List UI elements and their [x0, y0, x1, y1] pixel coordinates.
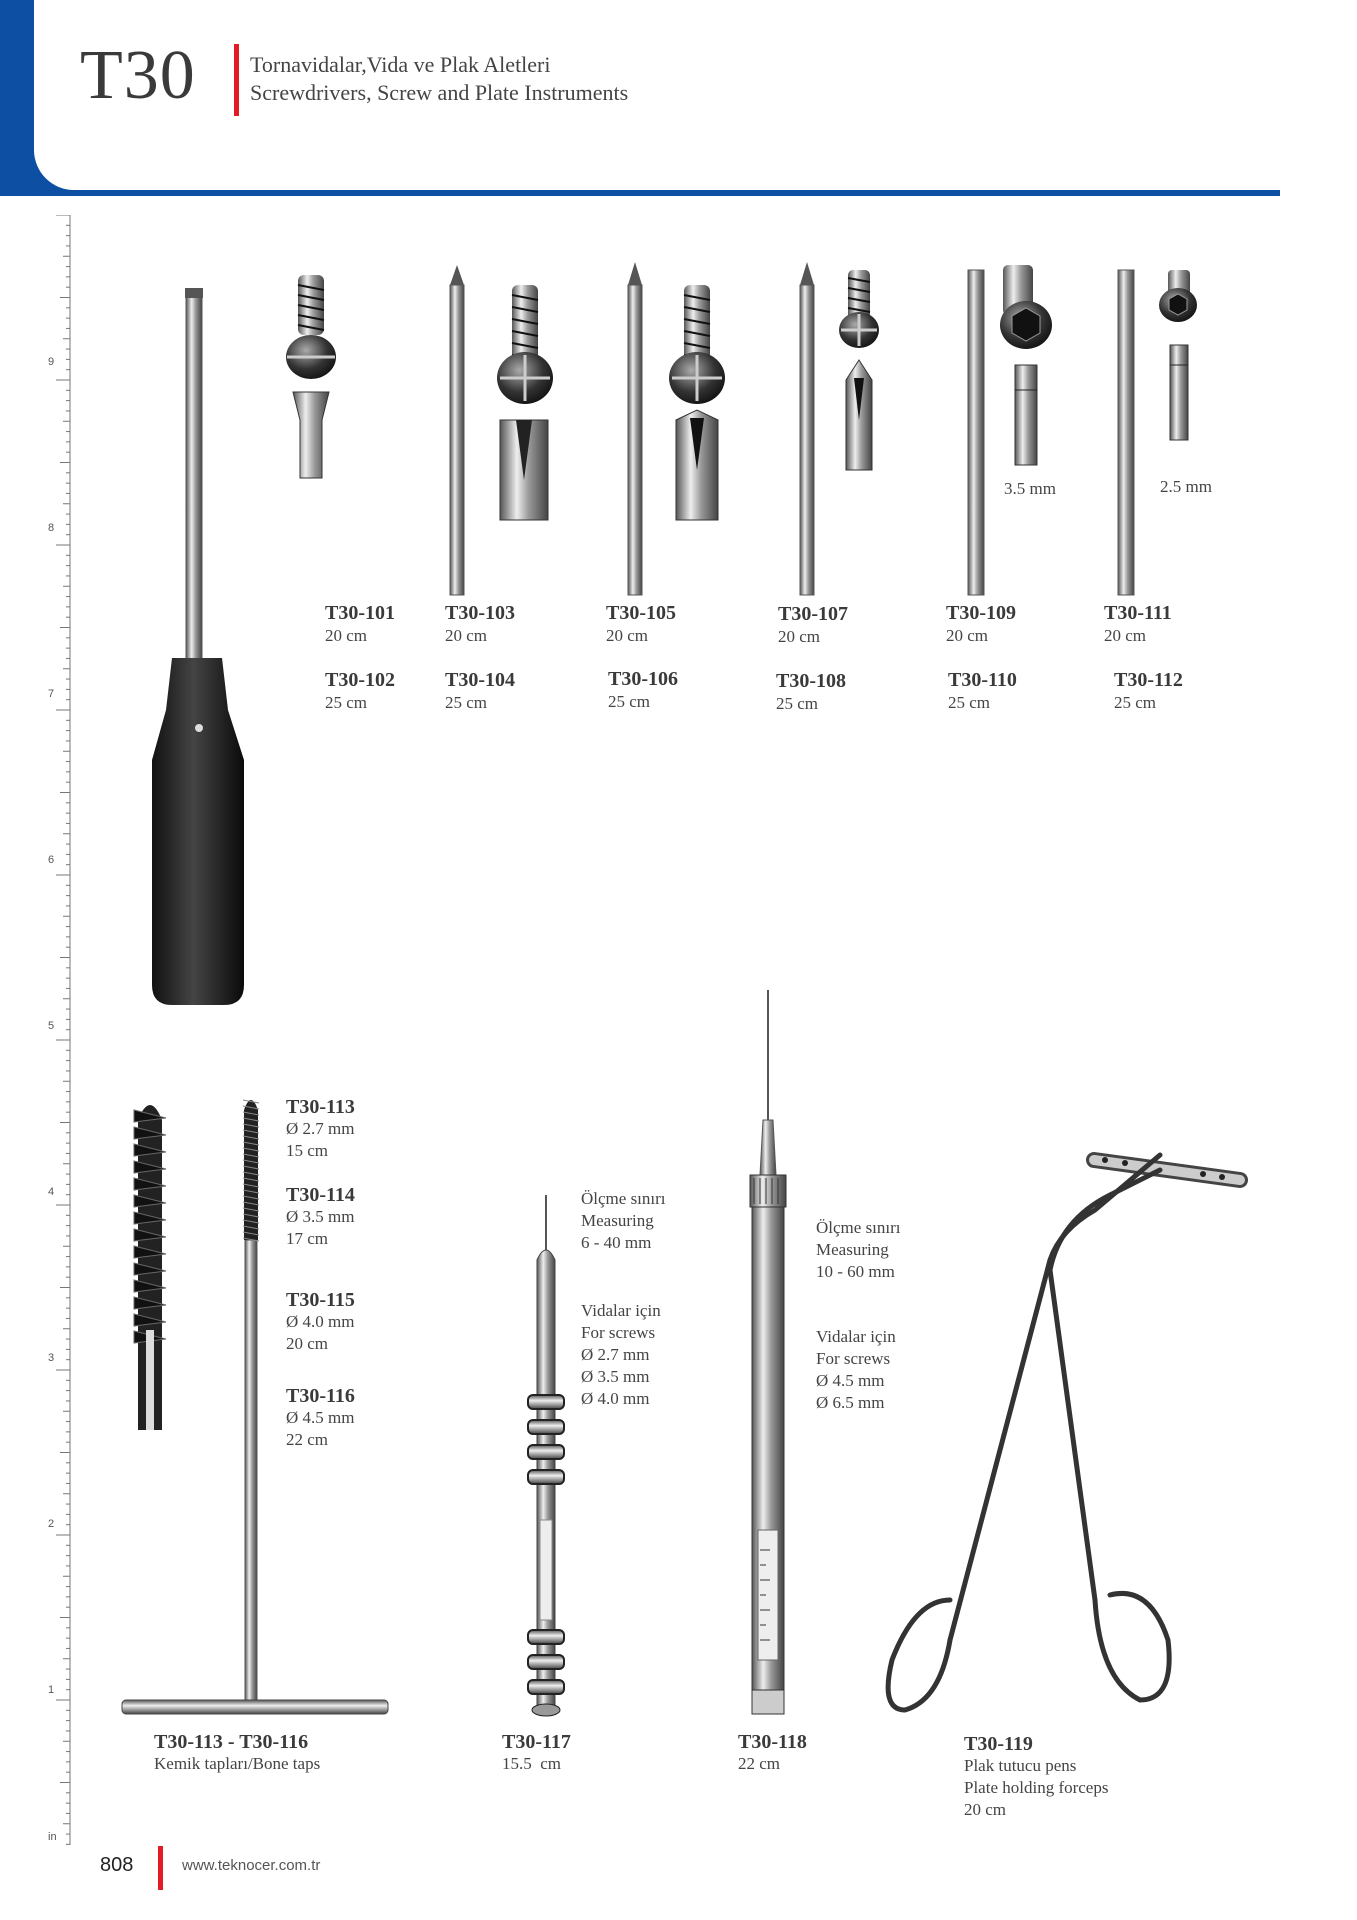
product-length: 15 cm [286, 1141, 329, 1160]
product-length: 25 cm [445, 693, 488, 712]
measure-label-tr: Ölçme sınırı [581, 1189, 666, 1208]
screw-size: Ø 4.0 mm [581, 1389, 650, 1408]
product-length: 20 cm [286, 1334, 329, 1353]
bone-tap-caption [154, 1731, 320, 1775]
product-code: T30-118 [738, 1731, 807, 1753]
footer-red-divider [158, 1846, 163, 1890]
screws-label-tr: Vidalar için [581, 1301, 661, 1320]
measure-range: 10 - 60 mm [816, 1262, 895, 1281]
forceps-119-caption [964, 1733, 1108, 1821]
product-code: T30-110 [948, 669, 1017, 691]
screw-size: Ø 4.5 mm [816, 1371, 885, 1390]
depth-gauge-117 [528, 1195, 564, 1716]
flat-screw-illustration [286, 275, 336, 478]
gauge-118-measuring [816, 1217, 901, 1283]
measure-label-en: Measuring [816, 1240, 889, 1259]
product-code: T30-112 [1114, 669, 1183, 691]
gauge-118-screws [816, 1326, 896, 1414]
product-code: T30-115 [286, 1289, 355, 1311]
product-length: 20 cm [778, 627, 821, 646]
product-code: T30-104 [445, 669, 515, 691]
section-code: T30 [80, 37, 196, 114]
product-code: T30-116 [286, 1385, 355, 1407]
product-code: T30-106 [608, 668, 678, 690]
depth-gauge-118 [750, 990, 786, 1714]
plate-holding-forceps [888, 1155, 1240, 1710]
ruler-label: 4 [48, 1186, 55, 1198]
product-length: 25 cm [776, 694, 819, 713]
phillips-screwdriver-shaft [628, 262, 725, 595]
small-phillips-screwdriver-shaft [800, 262, 879, 595]
product-name-tr: Plak tutucu pens [964, 1756, 1077, 1775]
hex-screwdriver-shaft-2-5 [1118, 270, 1197, 595]
product-code: T30-111 [1104, 602, 1172, 624]
screws-label-en: For screws [581, 1323, 656, 1342]
product-length: 25 cm [608, 692, 651, 711]
product-length: 22 cm [738, 1754, 781, 1773]
bone-tap-item [286, 1096, 355, 1162]
cross-screwdriver-shaft [450, 265, 553, 595]
ruler-label: 8 [48, 522, 55, 534]
ruler-label: 7 [48, 688, 55, 700]
product-code: T30-107 [778, 603, 848, 625]
product-code: T30-102 [325, 669, 395, 691]
product-code: T30-114 [286, 1184, 355, 1206]
product-name-en: Plate holding forceps [964, 1778, 1109, 1797]
ruler-label: 2 [48, 1518, 55, 1530]
product-diameter: Ø 4.0 mm [286, 1312, 355, 1331]
measure-label-en: Measuring [581, 1211, 654, 1230]
bone-tap-item [286, 1385, 355, 1451]
measure-range: 6 - 40 mm [581, 1233, 652, 1252]
page-number: 808 [100, 1854, 134, 1876]
ruler-label: 3 [48, 1352, 55, 1364]
product-length: 20 cm [946, 626, 989, 645]
section-title-tr: Tornavidalar,Vida ve Plak Aletleri [250, 52, 551, 77]
product-code: T30-108 [776, 670, 846, 692]
gauge-117-caption [502, 1731, 571, 1775]
bone-tap-detail [134, 1105, 166, 1430]
product-length: 25 cm [1114, 693, 1157, 712]
product-code-range: T30-113 - T30-116 [154, 1731, 309, 1753]
screwdriver-with-handle [152, 288, 244, 1005]
product-code: T30-109 [946, 602, 1016, 624]
gauge-118-caption [738, 1731, 807, 1775]
bone-tap-item [286, 1289, 355, 1355]
product-length: 20 cm [964, 1800, 1007, 1819]
ruler-label: 5 [48, 1020, 55, 1032]
ruler-label: 1 [48, 1684, 55, 1696]
product-length: 20 cm [606, 626, 649, 645]
gauge-117-screws [581, 1300, 661, 1410]
ruler-label: 9 [48, 356, 55, 368]
product-length: 25 cm [325, 693, 368, 712]
product-length: 25 cm [948, 693, 991, 712]
product-code: T30-119 [964, 1733, 1033, 1755]
product-code: T30-117 [502, 1731, 571, 1753]
product-code: T30-105 [606, 602, 676, 624]
hex-screwdriver-shaft-3-5 [968, 265, 1052, 595]
product-length: 20 cm [325, 626, 368, 645]
screw-size: Ø 3.5 mm [581, 1367, 650, 1386]
product-code: T30-113 [286, 1096, 355, 1118]
product-length: 20 cm [1104, 626, 1147, 645]
product-diameter: Ø 3.5 mm [286, 1207, 355, 1226]
measure-label-tr: Ölçme sınırı [816, 1218, 901, 1237]
screw-size: Ø 6.5 mm [816, 1393, 885, 1412]
ruler-label: in [48, 1831, 57, 1843]
product-length: 17 cm [286, 1229, 329, 1248]
screws-label-tr: Vidalar için [816, 1327, 896, 1346]
bone-tap-item [286, 1184, 355, 1250]
product-length: 15.5 cm [502, 1754, 562, 1773]
product-diameter: Ø 4.5 mm [286, 1408, 355, 1427]
product-length: 20 cm [445, 626, 488, 645]
gauge-117-measuring [581, 1188, 666, 1254]
product-description: Kemik tapları/Bone taps [154, 1754, 321, 1773]
hex-size-label: 2.5 mm [1160, 477, 1212, 496]
screws-label-en: For screws [816, 1349, 891, 1368]
section-title-en: Screwdrivers, Screw and Plate Instruments [250, 80, 629, 105]
product-diameter: Ø 2.7 mm [286, 1119, 355, 1138]
hex-size-label: 3.5 mm [1004, 479, 1056, 498]
product-length: 22 cm [286, 1430, 329, 1449]
product-code: T30-103 [445, 602, 515, 624]
product-code: T30-101 [325, 602, 395, 624]
ruler-label: 6 [48, 854, 55, 866]
website-link[interactable]: www.teknocer.com.tr [182, 1857, 321, 1874]
screw-size: Ø 2.7 mm [581, 1345, 650, 1364]
